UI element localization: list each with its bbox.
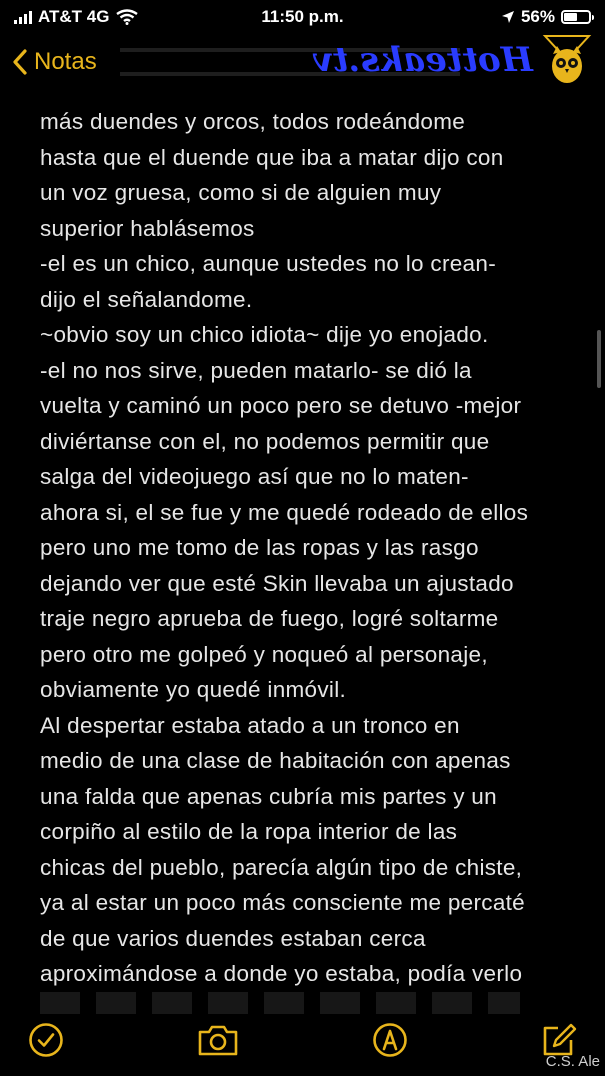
note-line: pero otro me golpeó y noqueó al personaje, <box>40 641 488 667</box>
note-line: corpiño al estilo de la ropa interior de las <box>40 819 458 844</box>
note-line: vuelta y caminó un poco pero se detuvo -mejor <box>40 393 522 418</box>
note-line: obviamente yo quedé inmóvil. <box>40 677 347 702</box>
scrollbar[interactable] <box>597 330 601 388</box>
bottom-toolbar <box>0 1012 605 1076</box>
note-line: -el es un chico, aunque ustedes no lo crean- <box>40 251 496 276</box>
faded-next-text <box>40 992 520 1014</box>
note-line: medio de una clase de habitación con apenas <box>40 748 511 773</box>
note-line: pero uno me tomo de las ropas y las rasgo <box>40 535 479 560</box>
author-credit: C.S. Ale <box>545 1053 600 1070</box>
watermark-text: Hotteaks.tv <box>313 40 533 80</box>
note-line: -el no nos sirve, pueden matarlo- se dió la <box>40 357 472 383</box>
owl-icon <box>539 32 595 88</box>
checklist-button[interactable] <box>28 1022 64 1063</box>
note-line: de que varios duendes estaban cerca <box>40 925 426 951</box>
chevron-left-icon <box>12 49 28 75</box>
battery-percent: 56% <box>520 7 555 26</box>
note-line: ~obvio soy un chico idiota~ dije yo enojado. <box>40 322 489 347</box>
checklist-icon <box>28 1022 64 1058</box>
location-arrow-icon <box>501 10 515 24</box>
note-line: una falda que apenas cubría mis partes y un <box>40 783 497 809</box>
note-line: salga del videojuego así que no lo maten- <box>40 464 469 489</box>
note-line: diviértanse con el, no podemos permitir que <box>40 428 490 454</box>
note-line: superior hablásemos <box>40 215 255 241</box>
markup-button[interactable] <box>372 1022 408 1063</box>
status-bar <box>0 0 605 34</box>
note-line: chicas del pueblo, parecía algún tipo de chiste, <box>40 854 523 880</box>
camera-button[interactable] <box>196 1022 240 1063</box>
carrier-label: AT&T 4G <box>38 7 110 26</box>
status-right-group <box>501 7 591 27</box>
battery-icon <box>561 10 591 24</box>
note-line: aproximándose a donde yo estaba, podía verlo <box>40 961 523 986</box>
note-line: ya al estar un poco más consciente me percaté <box>40 890 525 915</box>
note-line: más duendes y orcos, todos rodeándome <box>40 109 466 134</box>
note-line: un voz gruesa, como si de alguien muy <box>40 180 442 205</box>
note-body[interactable] <box>40 104 590 992</box>
note-line: dijo el señalandome. <box>40 286 253 312</box>
back-label: Notas <box>34 48 97 75</box>
markup-icon <box>372 1022 408 1058</box>
note-line: ahora si, el se fue y me quedé rodeado de ellos <box>40 499 529 525</box>
note-line: hasta que el duende que iba a matar dijo con <box>40 144 504 170</box>
note-line: Al despertar estaba atado a un tronco en <box>40 712 460 738</box>
note-line: traje negro aprueba de fuego, logré soltarme <box>40 606 499 631</box>
note-line: dejando ver que esté Skin llevaba un ajustado <box>40 570 514 596</box>
back-button[interactable] <box>12 48 97 76</box>
clock: 11:50 p.m. <box>261 7 344 26</box>
battery-fill <box>564 13 577 21</box>
watermark <box>313 32 595 88</box>
camera-icon <box>196 1022 240 1058</box>
